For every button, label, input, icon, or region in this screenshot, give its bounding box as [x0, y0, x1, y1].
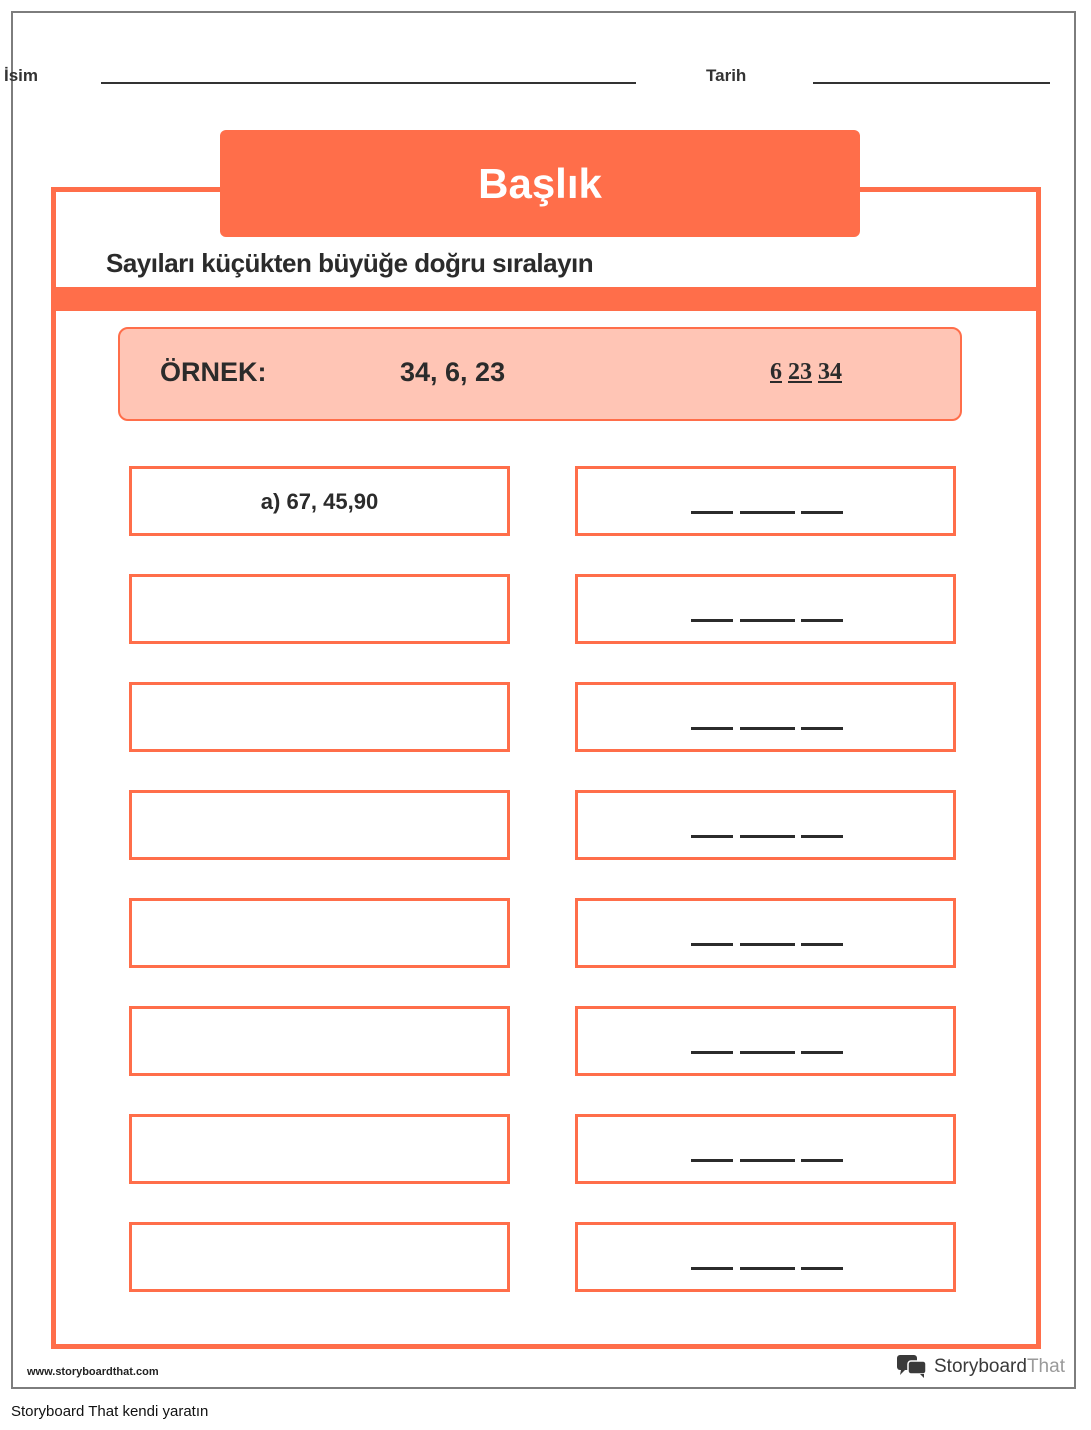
- question-box[interactable]: [129, 574, 510, 644]
- example-answer-3: 34: [818, 359, 842, 385]
- storyboardthat-logo: [896, 1354, 1065, 1380]
- answer-box[interactable]: [575, 466, 956, 536]
- answer-blank-line: [801, 943, 843, 946]
- answer-blanks: [691, 511, 841, 514]
- answer-blanks: [691, 943, 841, 946]
- answer-blank-line: [801, 835, 843, 838]
- instruction-text: Sayıları küçükten büyüğe doğru sıralayın: [106, 248, 594, 278]
- answer-blank-line: [691, 1051, 733, 1054]
- answer-blank-line: [740, 1051, 795, 1054]
- question-text: a) 67, 45,90: [260, 489, 379, 514]
- name-label: İsim: [4, 66, 39, 85]
- answer-blank-line: [740, 511, 795, 514]
- question-box[interactable]: [129, 1006, 510, 1076]
- example-answer-2: 23: [788, 359, 812, 385]
- answer-blank-line: [691, 511, 733, 514]
- question-box[interactable]: [129, 1114, 510, 1184]
- answer-blank-line: [801, 511, 843, 514]
- answer-blank-line: [801, 1267, 843, 1270]
- question-box[interactable]: [129, 682, 510, 752]
- answer-box[interactable]: [575, 1114, 956, 1184]
- answer-blank-line: [691, 1159, 733, 1162]
- answer-blank-line: [691, 619, 733, 622]
- question-box[interactable]: [129, 898, 510, 968]
- example-box: [118, 327, 962, 421]
- bottom-caption: Storyboard That kendi yaratın: [11, 1403, 209, 1420]
- answer-blank-line: [801, 727, 843, 730]
- answer-blank-line: [691, 727, 733, 730]
- answer-blanks: [691, 727, 841, 730]
- date-line: [813, 82, 1050, 84]
- question-box[interactable]: [129, 1222, 510, 1292]
- answer-blank-line: [740, 835, 795, 838]
- page-title: Başlık: [478, 159, 602, 207]
- title-banner: [220, 130, 860, 237]
- example-numbers: 34, 6, 23: [400, 357, 506, 387]
- answer-blank-line: [740, 619, 795, 622]
- answer-box[interactable]: [575, 1006, 956, 1076]
- example-answer-1: 6: [770, 359, 782, 385]
- date-label: Tarih: [706, 66, 747, 85]
- logo-word-that: That: [1026, 1356, 1065, 1377]
- answer-blank-line: [740, 1267, 795, 1270]
- answer-box[interactable]: [575, 682, 956, 752]
- answer-blank-line: [801, 1051, 843, 1054]
- answer-blanks: [691, 835, 841, 838]
- logo-word-storyboard: Storyboard: [934, 1356, 1027, 1377]
- answer-box[interactable]: [575, 574, 956, 644]
- answer-blank-line: [691, 1267, 733, 1270]
- divider-band: [56, 287, 1036, 311]
- speech-bubbles-icon: [896, 1354, 928, 1380]
- answer-blank-line: [691, 835, 733, 838]
- answer-blank-line: [740, 727, 795, 730]
- answer-blank-line: [801, 619, 843, 622]
- example-label: ÖRNEK:: [160, 357, 267, 387]
- answer-blanks: [691, 1267, 841, 1270]
- question-box[interactable]: [129, 466, 510, 536]
- answer-blanks: [691, 1159, 841, 1162]
- question-box[interactable]: [129, 790, 510, 860]
- answer-blanks: [691, 619, 841, 622]
- answer-blank-line: [740, 943, 795, 946]
- answer-blank-line: [801, 1159, 843, 1162]
- footer-url: www.storyboardthat.com: [27, 1366, 159, 1378]
- answer-box[interactable]: [575, 790, 956, 860]
- name-line: [101, 82, 636, 84]
- example-answer: [770, 359, 848, 386]
- answer-box[interactable]: [575, 898, 956, 968]
- answer-box[interactable]: [575, 1222, 956, 1292]
- answer-blank-line: [691, 943, 733, 946]
- answer-blank-line: [740, 1159, 795, 1162]
- answer-blanks: [691, 1051, 841, 1054]
